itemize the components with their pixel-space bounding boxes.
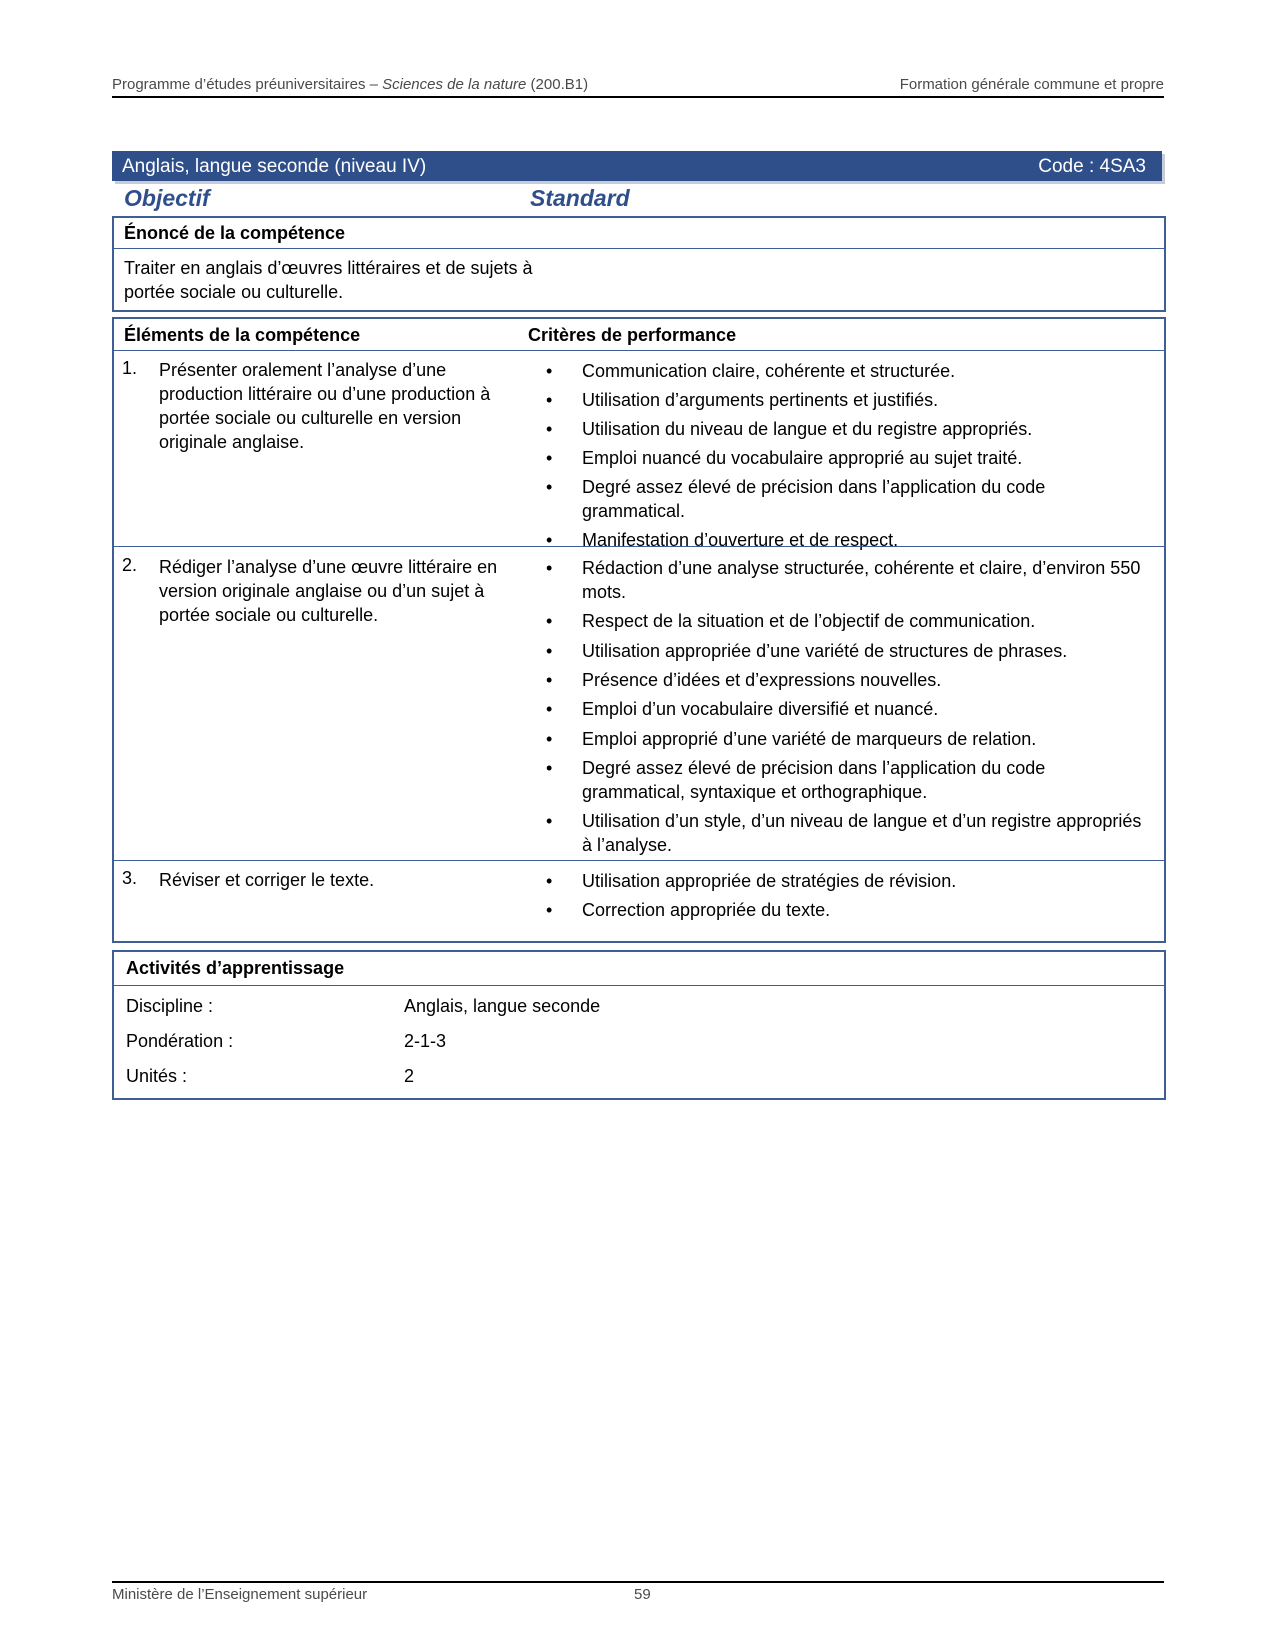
ponderation-label: Pondération :	[126, 1031, 234, 1051]
column-headings	[112, 185, 1164, 215]
element-number: 1.	[122, 358, 138, 378]
program-name: Sciences de la nature	[382, 76, 527, 93]
element-row-1	[114, 350, 1164, 550]
enonce-box	[112, 216, 1166, 312]
elements-box	[112, 317, 1166, 943]
unites-label: Unités :	[126, 1066, 188, 1086]
elements-heading: Éléments de la compétence	[124, 325, 361, 345]
bullet: •	[546, 871, 553, 891]
enonce-heading: Énoncé de la compétence	[114, 218, 1164, 249]
activites-heading: Activités d’apprentissage	[114, 952, 1164, 986]
criterion-text: Utilisation d’un style, d’un niveau de langue et d’un registre appropriés à l’analyse.	[582, 811, 1142, 855]
program-title	[112, 76, 588, 93]
course-title-band	[112, 151, 1162, 181]
criterion-text: Emploi d’un vocabulaire diversifié et nuancé.	[582, 699, 939, 719]
criterion-text: Rédaction d’une analyse structurée, cohérente et claire, d’environ 550 mots.	[582, 558, 1141, 602]
criterion-text: Correction appropriée du texte.	[582, 900, 831, 920]
criterion-text: Degré assez élevé de précision dans l’application du code grammatical.	[582, 477, 1046, 521]
criterion-text: Emploi approprié d’une variété de marqueurs de relation.	[582, 729, 1037, 749]
program-prefix: Programme d’études préuniversitaires –	[112, 76, 383, 93]
element-number: 3.	[122, 868, 138, 888]
enonce-text: Traiter en anglais d’œuvres littéraires et de sujets à portée sociale ou culturelle.	[124, 258, 533, 302]
bullet: •	[546, 900, 553, 920]
criterion-text: Respect de la situation et de l’objectif de communication.	[582, 611, 1036, 631]
course-title: Anglais, langue seconde (niveau IV)	[122, 156, 427, 177]
bullet: •	[546, 670, 553, 690]
standard-heading: Standard	[530, 185, 630, 211]
element-row-3	[114, 860, 1164, 940]
bullet: •	[546, 699, 553, 719]
element-text: Réviser et corriger le texte.	[159, 870, 375, 890]
criterion-text: Utilisation appropriée d’une variété de structures de phrases.	[582, 641, 1068, 661]
objectif-heading: Objectif	[124, 185, 210, 211]
course-code: Code : 4SA3	[1038, 156, 1146, 177]
bullet: •	[546, 558, 553, 578]
bullet: •	[546, 758, 553, 778]
bullet: •	[546, 530, 553, 550]
activites-box	[112, 950, 1166, 1100]
criterion-text: Manifestation d’ouverture et de respect.	[582, 530, 899, 550]
criterion-text: Utilisation appropriée de stratégies de révision.	[582, 871, 957, 891]
criterion-text: Présence d’idées et d’expressions nouvelles.	[582, 670, 942, 690]
header-right-label: Formation générale commune et propre	[899, 76, 1164, 93]
unites-value: 2	[404, 1066, 415, 1086]
criterion-text: Communication claire, cohérente et structurée.	[582, 361, 956, 381]
discipline-label: Discipline :	[126, 996, 214, 1016]
criterion-text: Degré assez élevé de précision dans l’application du code grammatical, syntaxique et orthographique.	[582, 758, 1046, 802]
bullet: •	[546, 419, 553, 439]
running-header	[112, 74, 1164, 98]
footer-ministry: Ministère de l’Enseignement supérieur	[112, 1586, 368, 1603]
criterion-text: Utilisation du niveau de langue et du registre appropriés.	[582, 419, 1033, 439]
bullet: •	[546, 729, 553, 749]
page-number: 59	[634, 1586, 651, 1603]
criterion-text: Emploi nuancé du vocabulaire approprié au sujet traité.	[582, 448, 1023, 468]
bullet: •	[546, 641, 553, 661]
bullet: •	[546, 390, 553, 410]
bullet: •	[546, 361, 553, 381]
element-number: 2.	[122, 555, 138, 575]
element-text: Rédiger l’analyse d’une œuvre littéraire en version originale anglaise ou d’un sujet à portée sociale ou culturelle.	[159, 557, 498, 625]
bullet: •	[546, 611, 553, 631]
element-row-2	[114, 546, 1164, 861]
bullet: •	[546, 448, 553, 468]
discipline-value: Anglais, langue seconde	[404, 996, 601, 1016]
bullet: •	[546, 477, 553, 497]
bullet: •	[546, 811, 553, 831]
running-footer	[112, 1581, 1164, 1603]
ponderation-value: 2-1-3	[404, 1031, 447, 1051]
criteres-heading: Critères de performance	[528, 325, 737, 345]
program-code: (200.B1)	[526, 76, 589, 93]
elements-header-row	[114, 319, 1164, 351]
element-text: Présenter oralement l’analyse d’une production littéraire ou d’une production à portée sociale ou culturelle en version originale anglaise.	[159, 360, 491, 452]
criterion-text: Utilisation d’arguments pertinents et justifiés.	[582, 390, 939, 410]
